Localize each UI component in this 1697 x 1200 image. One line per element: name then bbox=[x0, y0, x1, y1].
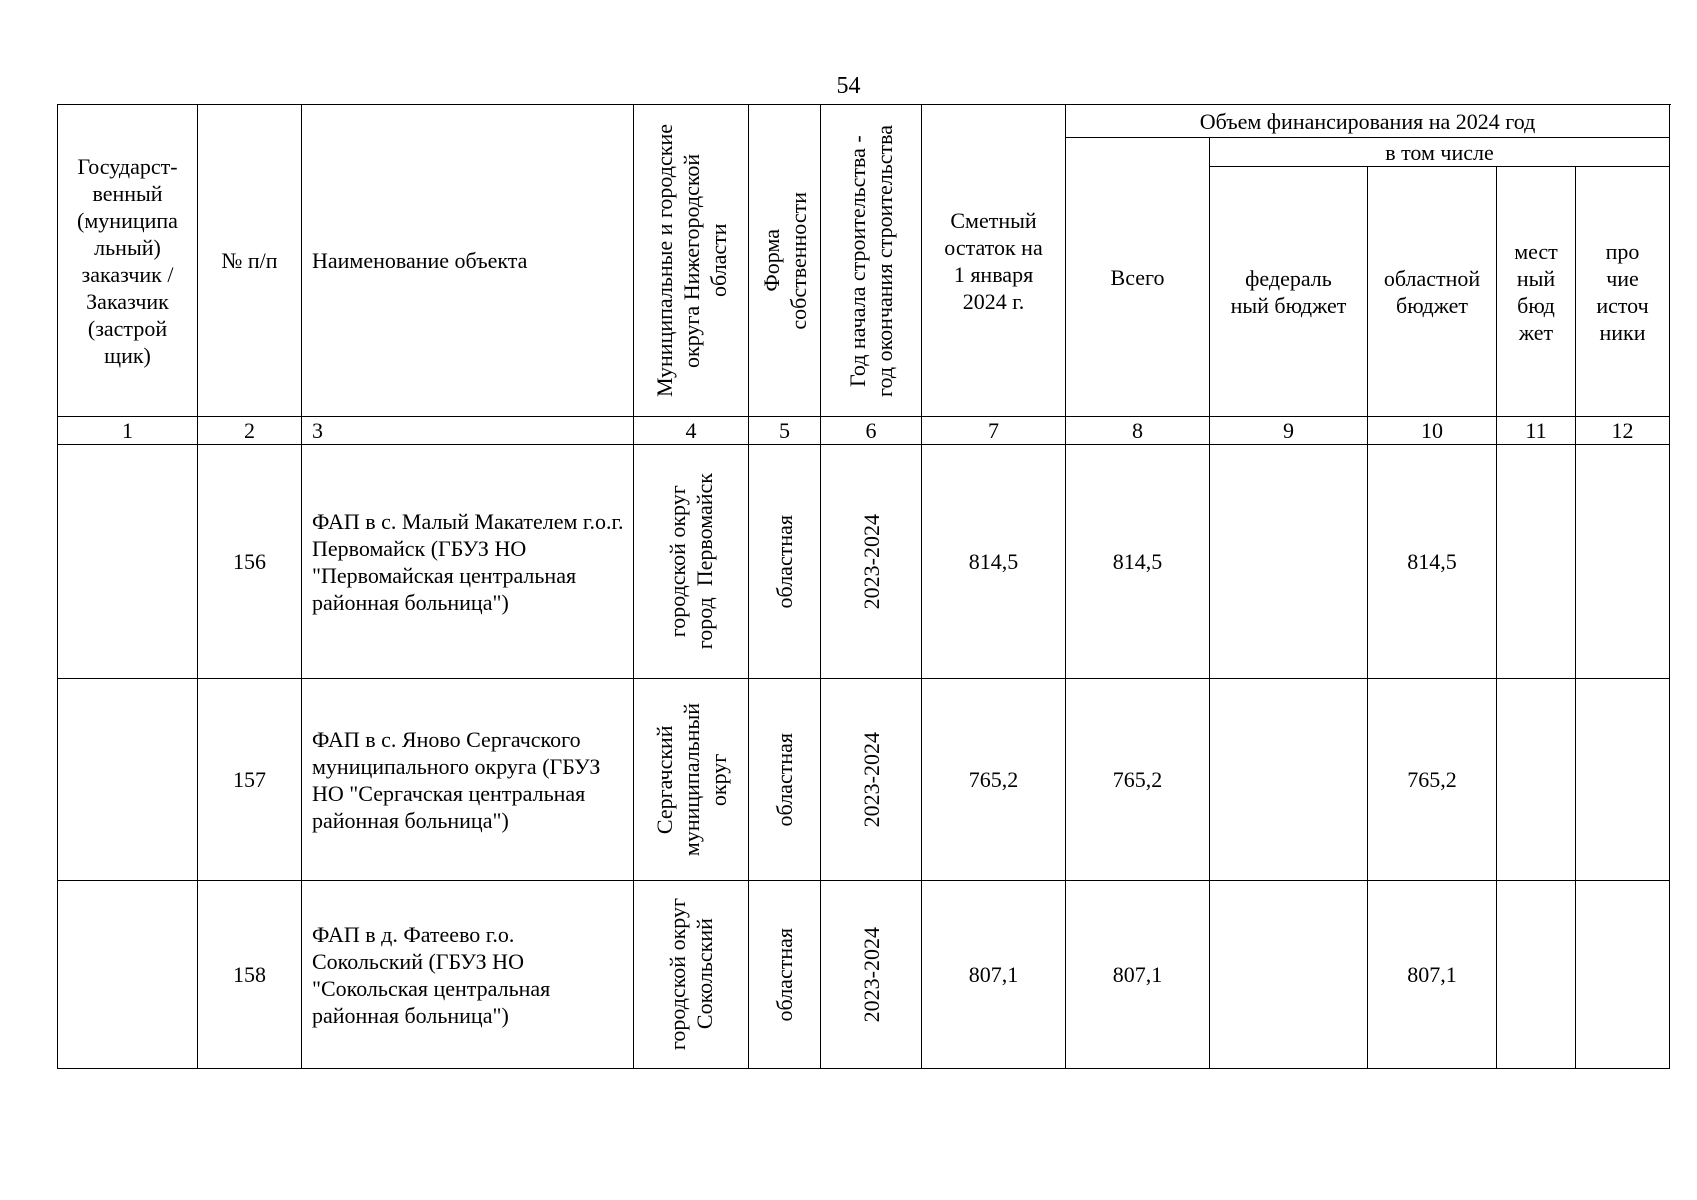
page-number: 54 bbox=[836, 73, 861, 99]
cell-regional: 814,5 bbox=[1368, 445, 1497, 679]
header-local: мест ный бюд жет bbox=[1497, 167, 1576, 417]
cell-local bbox=[1497, 679, 1576, 881]
cell-municipality-label: Сергачский муниципальный округ bbox=[651, 702, 731, 857]
cell-ownership-label: областная bbox=[772, 927, 797, 1022]
header-including: в том числе bbox=[1210, 138, 1670, 167]
table-row bbox=[58, 445, 1670, 679]
cell-years-label: 2023-2024 bbox=[858, 731, 884, 828]
cell-other bbox=[1576, 445, 1670, 679]
header-federal: федераль ный бюджет bbox=[1210, 167, 1368, 417]
column-number: 6 bbox=[821, 417, 922, 445]
column-number: 1 bbox=[58, 417, 198, 445]
cell-years-label: 2023-2024 bbox=[858, 926, 884, 1023]
cell-ownership-label: областная bbox=[772, 514, 797, 609]
cell-municipality bbox=[634, 445, 749, 679]
cell-total: 814,5 bbox=[1066, 445, 1210, 679]
cell-no: 158 bbox=[198, 881, 302, 1069]
header-customer: Государст- венный (муниципа льный) заказчик / Заказчик (застрой щик) bbox=[58, 105, 198, 417]
cell-name: ФАП в с. Малый Макателем г.о.г. Первомайск (ГБУЗ НО "Первомайская центральная районная больница") bbox=[302, 445, 634, 679]
header-financing-group: Объем финансирования на 2024 год bbox=[1066, 105, 1670, 138]
header-ownership bbox=[749, 105, 821, 417]
cell-ownership-label: областная bbox=[772, 732, 797, 827]
header-years-label: Год начала строительства - год окончания строительства bbox=[845, 124, 897, 397]
header-regional: областной бюджет bbox=[1368, 167, 1497, 417]
cell-total: 765,2 bbox=[1066, 679, 1210, 881]
cell-ownership bbox=[749, 881, 821, 1069]
cell-regional: 765,2 bbox=[1368, 679, 1497, 881]
column-number: 7 bbox=[922, 417, 1066, 445]
cell-estimated-balance: 765,2 bbox=[922, 679, 1066, 881]
cell-federal bbox=[1210, 679, 1368, 881]
column-number: 9 bbox=[1210, 417, 1368, 445]
header-row-no: № п/п bbox=[198, 105, 302, 417]
header-years bbox=[821, 105, 922, 417]
cell-estimated-balance: 807,1 bbox=[922, 881, 1066, 1069]
cell-customer bbox=[58, 881, 198, 1069]
cell-ownership bbox=[749, 445, 821, 679]
column-number: 5 bbox=[749, 417, 821, 445]
column-number: 10 bbox=[1368, 417, 1497, 445]
header-municipality-label: Муниципальные и городские округа Нижегородской области bbox=[651, 124, 731, 397]
cell-municipality bbox=[634, 881, 749, 1069]
cell-customer bbox=[58, 679, 198, 881]
cell-local bbox=[1497, 881, 1576, 1069]
column-numbers-row bbox=[58, 417, 1670, 445]
cell-other bbox=[1576, 881, 1670, 1069]
column-number: 11 bbox=[1497, 417, 1576, 445]
column-number: 3 bbox=[302, 417, 634, 445]
cell-federal bbox=[1210, 881, 1368, 1069]
table-row bbox=[58, 881, 1670, 1069]
cell-no: 156 bbox=[198, 445, 302, 679]
financing-table bbox=[57, 104, 1670, 1069]
cell-municipality bbox=[634, 679, 749, 881]
column-number: 4 bbox=[634, 417, 749, 445]
header-estimated-balance: Сметный остаток на 1 января 2024 г. bbox=[922, 105, 1066, 417]
column-number: 8 bbox=[1066, 417, 1210, 445]
cell-estimated-balance: 814,5 bbox=[922, 445, 1066, 679]
header-total: Всего bbox=[1066, 138, 1210, 417]
column-number: 12 bbox=[1576, 417, 1670, 445]
header-ownership-label: Форма собственности bbox=[758, 191, 811, 330]
cell-total: 807,1 bbox=[1066, 881, 1210, 1069]
cell-regional: 807,1 bbox=[1368, 881, 1497, 1069]
cell-name: ФАП в с. Яново Сергачского муниципального округа (ГБУЗ НО "Сергачская центральная районная больница") bbox=[302, 679, 634, 881]
header-object-name: Наименование объекта bbox=[302, 105, 634, 417]
header-municipality bbox=[634, 105, 749, 417]
cell-years bbox=[821, 445, 922, 679]
cell-name: ФАП в д. Фатеево г.о. Сокольский (ГБУЗ НО "Сокольская центральная районная больница") bbox=[302, 881, 634, 1069]
table-row bbox=[58, 679, 1670, 881]
cell-years bbox=[821, 679, 922, 881]
cell-municipality-label: городской округ город Первомайск bbox=[665, 473, 717, 650]
cell-years bbox=[821, 881, 922, 1069]
cell-federal bbox=[1210, 445, 1368, 679]
header-other: про чие источ ники bbox=[1576, 167, 1670, 417]
cell-municipality-label: городской округ Сокольский bbox=[665, 898, 717, 1051]
cell-customer bbox=[58, 445, 198, 679]
cell-local bbox=[1497, 445, 1576, 679]
cell-ownership bbox=[749, 679, 821, 881]
column-number: 2 bbox=[198, 417, 302, 445]
cell-years-label: 2023-2024 bbox=[858, 513, 884, 610]
cell-other bbox=[1576, 679, 1670, 881]
cell-no: 157 bbox=[198, 679, 302, 881]
